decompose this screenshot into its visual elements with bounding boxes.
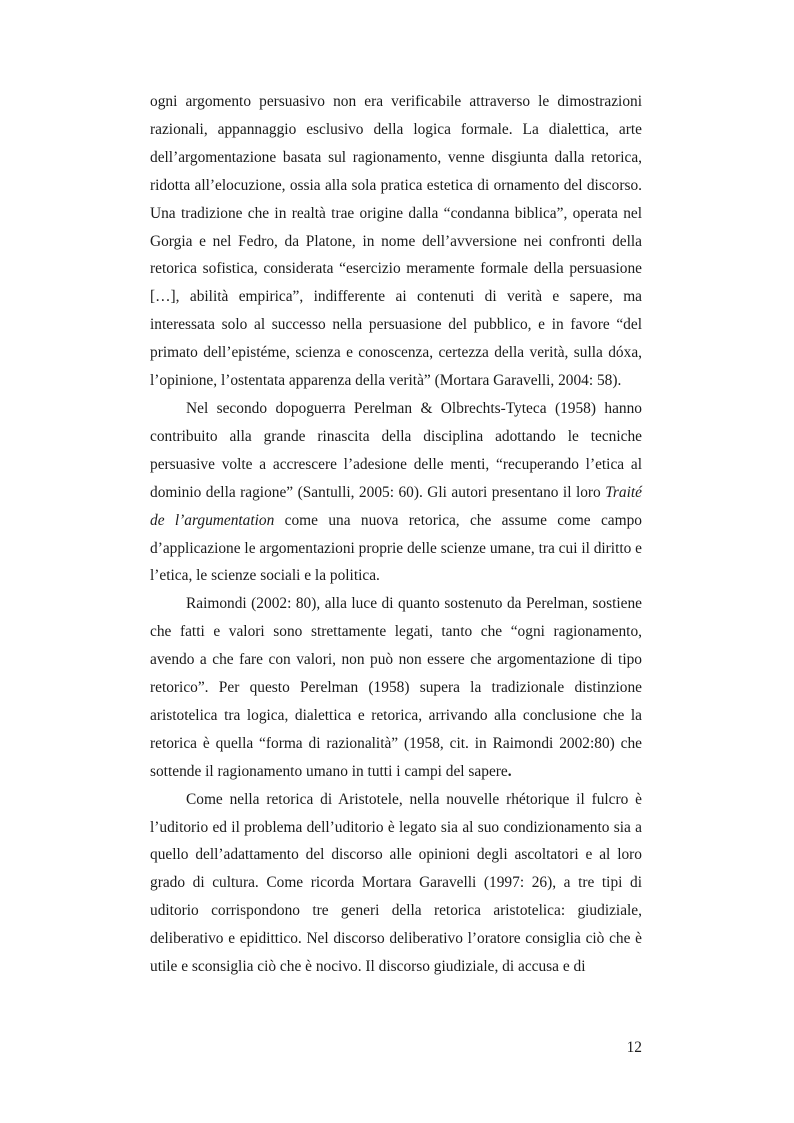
paragraph-3: [150, 590, 642, 785]
paragraph-2-text-b: come una nuova retorica, che assume come campo d’applicazione le argomentazioni proprie delle scienze umane, tra cui il diritto e l’etica, le scienze sociali e la politica.: [150, 511, 643, 585]
paragraph-1-text: ogni argomento persuasivo non era verificabile attraverso le dimostrazioni razionali, appannaggio esclusivo della logica formale. La dialettica, arte dell’argomentazione basata sul ragionamento, venne disgiunta dalla retorica, ridotta all’elocuzione, ossia alla sola pratica estetica di ornamento del discorso. Una tradizione che in realtà trae origine dalla “condanna biblica”, operata nel Gorgia e nel Fedro, da Platone, in nome dell’avversione nei confronti della retorica sofistica, considerata “esercizio meramente formale della persuasione […], abilità empirica”, indifferente ai contenuti di verità e sapere, ma interessata solo al successo nella persuasione del pubblico, e in favore “del primato dell’epistéme, scienza e conoscenza, certezza della verità, sulla dóxa, l’opinione, l’ostentata apparenza della verità” (Mortara Garavelli, 2004: 58).: [150, 93, 642, 390]
paragraph-4-text: Come nella retorica di Aristotele, nella nouvelle rhétorique il fulcro è l’uditorio ed il problema dell’uditorio è legato sia al suo condizionamento sia a quello dell’adattamento del discorso alle opinioni degli ascoltatori e al loro grado di cultura. Come ricorda Mortara Garavelli (1997: 26), a tre tipi di uditorio corrispondono tre generi della retorica aristotelica: giudiziale, deliberativo e epidittico. Nel discorso deliberativo l’oratore consiglia ciò che è utile e sconsiglia ciò che è nocivo. Il discorso giudiziale, di accusa e di: [150, 790, 642, 976]
book-title-italic: Traité de l’argumentation: [150, 483, 642, 529]
paragraph-3-bold-period: .: [507, 762, 512, 780]
paragraph-1: [150, 88, 642, 395]
page-number: 12: [626, 1039, 642, 1056]
paragraph-2: [150, 395, 642, 590]
paragraph-4: [150, 786, 642, 981]
document-body: [150, 88, 642, 981]
paragraph-2-text-a: Nel secondo dopoguerra Perelman & Olbrechts-Tyteca (1958) hanno contribuito alla grande rinascita della disciplina adottando le tecniche persuasive volte a accrescere l’adesione delle menti, “recuperando l’etica al dominio della ragione” (Santulli, 2005: 60). Gli autori presentano il loro: [150, 399, 642, 501]
paragraph-3-text: Raimondi (2002: 80), alla luce di quanto sostenuto da Perelman, sostiene che fatti e valori sono strettamente legati, tanto che “ogni ragionamento, avendo a che fare con valori, non può non essere che argomentazione di tipo retorico”. Per questo Perelman (1958) supera la tradizionale distinzione aristotelica tra logica, dialettica e retorica, arrivando alla conclusione che la retorica è quella “forma di razionalità” (1958, cit. in Raimondi 2002:80) che sottende il ragionamento umano in tutti i campi del sapere: [150, 595, 642, 780]
